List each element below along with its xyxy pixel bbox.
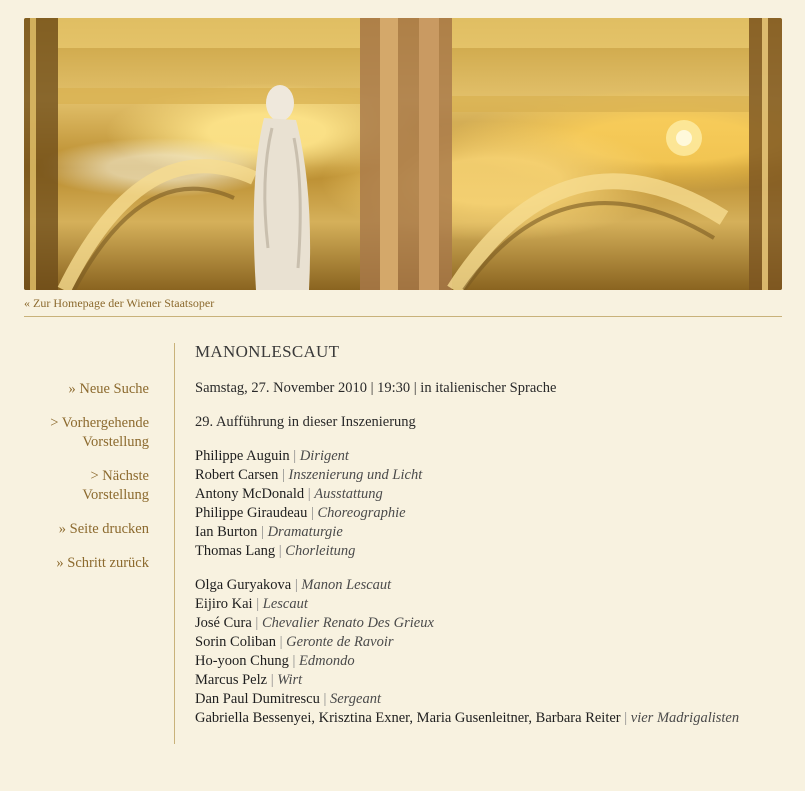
separator: | <box>624 710 628 726</box>
person-name: Ho-yoon Chung <box>195 653 289 669</box>
credit-row <box>195 523 795 542</box>
credit-row <box>195 504 795 523</box>
performance-date: Samstag, 27. November 2010 | 19:30 | in italienischer Sprache <box>195 380 557 396</box>
separator: | <box>293 448 297 464</box>
separator: | <box>310 505 314 521</box>
person-name: Ian Burton <box>195 524 258 540</box>
person-role: Ausstattung <box>314 486 383 502</box>
homepage-link[interactable]: « Zur Homepage der Wiener Staatsoper <box>24 296 215 310</box>
new-search-link[interactable]: » Neue Suche <box>68 381 149 397</box>
cast-row <box>195 576 795 595</box>
separator: | <box>255 615 259 631</box>
page-title: MANONLESCAUT <box>195 342 340 361</box>
person-role: Inszenierung und Licht <box>288 467 423 483</box>
performance-details <box>195 342 795 743</box>
person-role: Manon Lescaut <box>301 577 392 593</box>
header-banner-image <box>24 18 782 290</box>
person-name: Philippe Giraudeau <box>195 505 308 521</box>
separator: | <box>256 596 260 612</box>
person-name: Eijiro Kai <box>195 596 253 612</box>
step-back-link[interactable]: » Schritt zurück <box>56 555 149 571</box>
opera-house-interior-photo <box>24 18 782 290</box>
credit-row <box>195 542 795 561</box>
separator: | <box>279 634 283 650</box>
person-role: Geronte de Ravoir <box>286 634 394 650</box>
sidebar-nav <box>24 380 149 588</box>
person-name: Thomas Lang <box>195 543 276 559</box>
separator: | <box>323 691 327 707</box>
person-name: Gabriella Bessenyei, Krisztina Exner, Maria Gusenleitner, Barbara Reiter <box>195 710 621 726</box>
credit-row <box>195 485 795 504</box>
person-role: Chorleitung <box>285 543 356 559</box>
person-name: Sorin Coliban <box>195 634 276 650</box>
person-role: Dirigent <box>299 448 349 464</box>
separator: | <box>294 577 298 593</box>
sidebar-divider <box>174 343 175 744</box>
separator: | <box>270 672 274 688</box>
person-role: Dramaturgie <box>267 524 343 540</box>
person-name: Marcus Pelz <box>195 672 268 688</box>
separator: | <box>307 486 311 502</box>
separator: | <box>292 653 296 669</box>
person-role: vier Madrigalisten <box>630 710 740 726</box>
print-page-link[interactable]: » Seite drucken <box>58 521 149 537</box>
next-performance-link[interactable]: > Nächste Vorstellung <box>82 468 149 503</box>
creative-team-list <box>195 447 795 561</box>
person-name: José Cura <box>195 615 252 631</box>
cast-row <box>195 633 795 652</box>
person-role: Choreographie <box>317 505 406 521</box>
cast-row <box>195 690 795 709</box>
person-name: Philippe Auguin <box>195 448 290 464</box>
cast-row <box>195 652 795 671</box>
header-divider <box>24 316 782 317</box>
separator: | <box>278 543 282 559</box>
credit-row <box>195 466 795 485</box>
person-role: Lescaut <box>262 596 308 612</box>
cast-row <box>195 709 795 728</box>
production-note: 29. Aufführung in dieser Inszenierung <box>195 414 416 430</box>
cast-list <box>195 576 795 728</box>
person-name: Dan Paul Dumitrescu <box>195 691 320 707</box>
person-name: Robert Carsen <box>195 467 279 483</box>
separator: | <box>281 467 285 483</box>
person-role: Chevalier Renato Des Grieux <box>261 615 434 631</box>
cast-row <box>195 671 795 690</box>
separator: | <box>261 524 264 540</box>
person-role: Edmondo <box>299 653 355 669</box>
cast-row <box>195 614 795 633</box>
person-role: Wirt <box>277 672 303 688</box>
person-name: Antony McDonald <box>195 486 305 502</box>
cast-row <box>195 595 795 614</box>
person-name: Olga Guryakova <box>195 577 292 593</box>
credit-row <box>195 447 795 466</box>
previous-performance-link[interactable]: > Vorhergehende Vorstellung <box>50 415 149 450</box>
person-role: Sergeant <box>330 691 382 707</box>
